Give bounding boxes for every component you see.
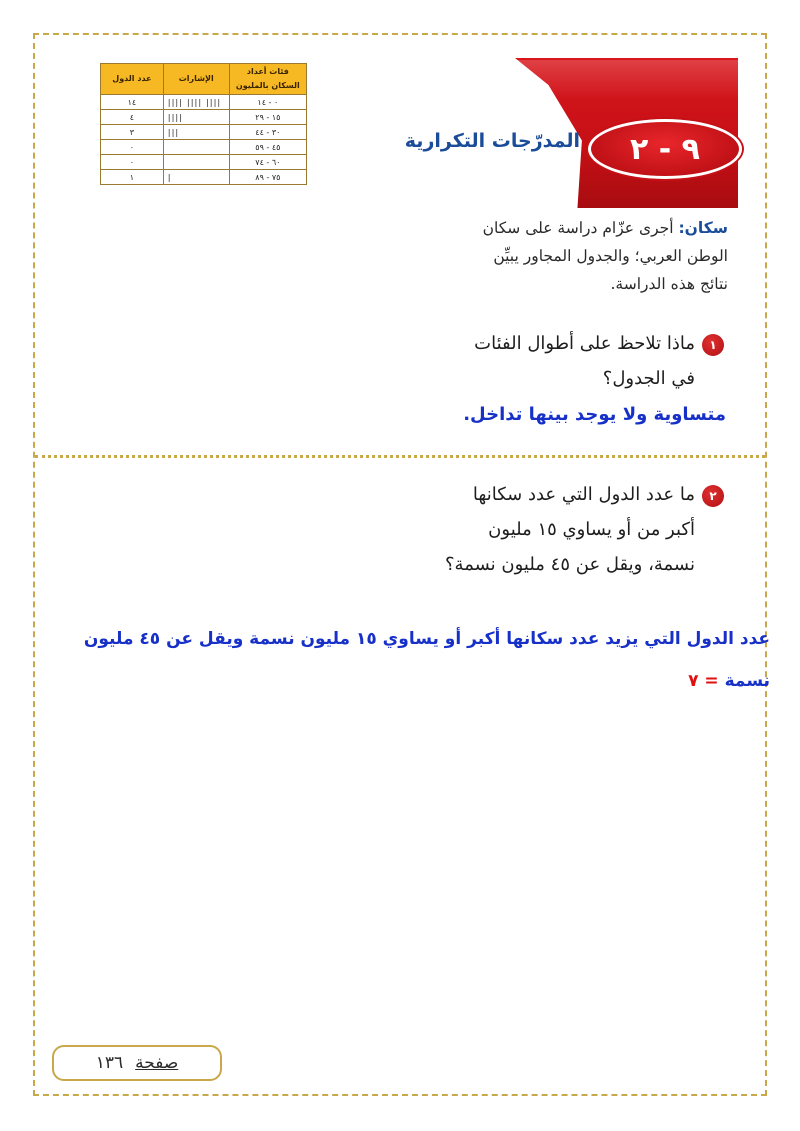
- row-tally: |||: [163, 125, 229, 140]
- row-category: ٦٠ - ٧٤: [229, 155, 306, 170]
- table-row: [101, 95, 307, 110]
- page-number: ١٣٦: [95, 1053, 124, 1073]
- row-count: ٤: [101, 110, 164, 125]
- row-category: ٧٥ - ٨٩: [229, 170, 306, 185]
- question-2-answer-result: = ٧: [688, 671, 719, 691]
- row-category: ٠ - ١٤: [229, 95, 306, 110]
- intro-paragraph: [470, 214, 728, 298]
- question-2-answer: [60, 618, 770, 702]
- frequency-table: [100, 63, 307, 185]
- table-row: [101, 140, 307, 155]
- row-count: ٠: [101, 140, 164, 155]
- row-tally: ||||: [163, 110, 229, 125]
- header-tally: الإشارات: [163, 64, 229, 95]
- row-category: ١٥ - ٢٩: [229, 110, 306, 125]
- row-count: ٣: [101, 125, 164, 140]
- section-divider: [35, 455, 765, 458]
- row-count: ١: [101, 170, 164, 185]
- table-row: [101, 155, 307, 170]
- question-2-number: ٢: [709, 489, 717, 503]
- header-count: عدد الدول: [101, 64, 164, 95]
- row-tally: |: [163, 170, 229, 185]
- row-count: ٠: [101, 155, 164, 170]
- intro-text: أجرى عزّام دراسة على سكان الوطن العربي؛ والجدول المجاور يبيِّن نتائج هذه الدراسة.: [482, 219, 728, 293]
- row-tally: [163, 140, 229, 155]
- question-1-text: ماذا تلاحظ على أطوال الفئات في الجدول؟: [474, 333, 695, 389]
- question-2-text: ما عدد الدول التي عدد سكانها أكبر من أو يساوي ١٥ مليون نسمة، ويقل عن ٤٥ مليون نسمة؟: [445, 484, 695, 575]
- lesson-title: المدرّجات التكرارية: [404, 130, 580, 152]
- question-1-answer: متساوية ولا يوجد بينها تداخل.: [463, 404, 726, 425]
- header-categories: فئات أعداد السكان بالمليون: [229, 64, 306, 95]
- row-tally: |||| |||| ||||: [163, 95, 229, 110]
- question-1-number-icon: [702, 334, 724, 356]
- question-2-answer-text: عدد الدول التي يزيد عدد سكانها أكبر أو يساوي ١٥ مليون نسمة ويقل عن ٤٥ مليون نسمة: [83, 629, 770, 691]
- table-row: [101, 125, 307, 140]
- intro-keyword: سكان:: [678, 219, 728, 237]
- row-tally: [163, 155, 229, 170]
- row-category: ٤٥ - ٥٩: [229, 140, 306, 155]
- lesson-number: ٩ - ٢: [630, 131, 700, 167]
- table-header-row: [101, 64, 307, 95]
- table-row: [101, 110, 307, 125]
- row-category: ٣٠ - ٤٤: [229, 125, 306, 140]
- page-number-label: [52, 1045, 222, 1081]
- lesson-number-badge: [588, 119, 742, 179]
- page-word: صفحة: [135, 1053, 179, 1073]
- question-1-number: ١: [709, 338, 717, 352]
- row-count: ١٤: [101, 95, 164, 110]
- question-2-number-icon: [702, 485, 724, 507]
- table-row: [101, 170, 307, 185]
